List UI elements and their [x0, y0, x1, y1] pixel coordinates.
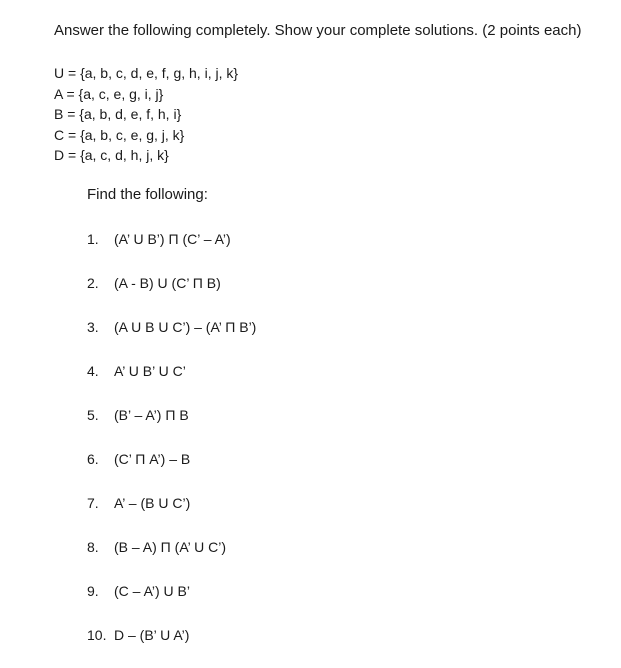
problem-item [87, 536, 256, 580]
problem-number: 8. [87, 539, 99, 555]
problem-expression: (B – A) Π (A’ U C’) [114, 539, 227, 555]
problem-expression: (C’ Π A’) – B [114, 451, 191, 467]
set-d-definition: D = {a, c, d, h, j, k} [54, 147, 169, 163]
set-b-definition: B = {a, b, d, e, f, h, i} [54, 106, 182, 122]
set-c-definition: C = {a, b, c, e, g, j, k} [54, 126, 185, 143]
problem-item [87, 316, 256, 360]
set-a-definition: A = {a, c, e, g, i, j} [54, 85, 164, 102]
problem-item [87, 624, 256, 668]
set-u-definition: U = {a, b, c, d, e, f, g, h, i, j, k} [54, 65, 239, 81]
find-heading: Find the following: [87, 186, 208, 203]
problem-number: 1. [87, 231, 99, 247]
problem-item [87, 448, 256, 492]
problem-number: 5. [87, 407, 99, 423]
problem-number: 7. [87, 495, 99, 511]
problem-expression: (C – A’) U B’ [114, 583, 190, 599]
problem-item [87, 228, 256, 272]
problem-number: 2. [87, 275, 99, 291]
problem-expression: A’ – (B U C’) [114, 495, 191, 511]
problem-number: 6. [87, 451, 99, 467]
problem-item [87, 272, 256, 316]
problem-item [87, 360, 256, 404]
problem-list [87, 228, 256, 668]
problem-expression: (A’ U B’) Π (C’ – A’) [114, 231, 231, 247]
problem-expression: A’ U B’ U C’ [114, 363, 186, 379]
problem-number: 9. [87, 583, 99, 599]
problem-item [87, 492, 256, 536]
problem-expression: D – (B’ U A’) [114, 627, 190, 643]
problem-number: 3. [87, 319, 99, 335]
problem-item [87, 580, 256, 624]
problem-item [87, 404, 256, 448]
problem-number: 10. [87, 627, 107, 643]
problem-expression: (A - B) U (C’ Π B) [114, 275, 221, 291]
instructions-text: Answer the following completely. Show your complete solutions. (2 points each) [54, 22, 582, 39]
set-definitions [54, 63, 238, 166]
problem-expression: (A U B U C’) – (A’ Π B’) [114, 319, 257, 335]
problem-number: 4. [87, 363, 99, 379]
problem-expression: (B’ – A’) Π B [114, 407, 189, 423]
